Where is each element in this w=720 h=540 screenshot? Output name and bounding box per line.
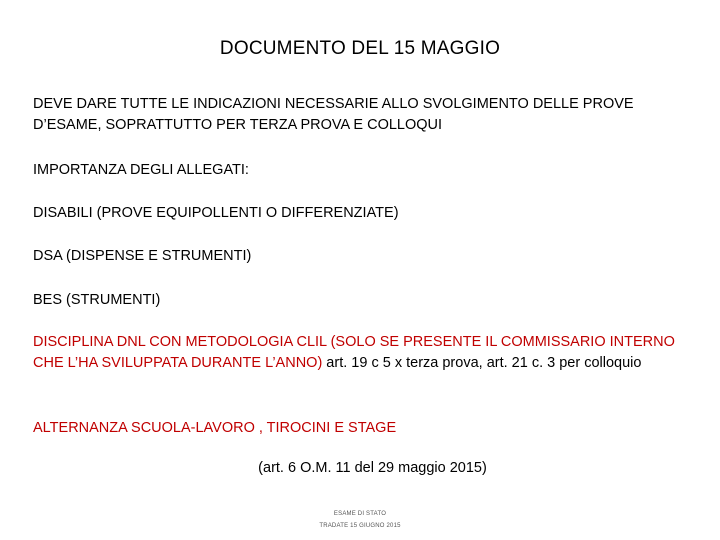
paragraph-attachments-importance: IMPORTANZA DEGLI ALLEGATI:: [33, 162, 249, 178]
paragraph-line: D’ESAME, SOPRATTUTTO PER TERZA PROVA E COLLOQUI: [33, 117, 443, 133]
clil-article-reference: art. 19 c 5 x terza prova, art. 21 c. 3 per colloquio: [322, 355, 642, 371]
clil-highlight-text: DISCIPLINA DNL CON METODOLOGIA CLIL (SOLO SE PRESENTE IL COMMISSARIO INTERNO CHE L’HA SVILUPPATA DURANTE L’ANNO): [33, 334, 675, 371]
footer-date-label: TRADATE 15 GIUGNO 2015: [319, 523, 401, 529]
paragraph-alternanza: ALTERNANZA SCUOLA-LAVORO , TIROCINI E STAGE: [33, 420, 397, 436]
paragraph-line: DEVE DARE TUTTE LE INDICAZIONI NECESSARIE ALLO SVOLGIMENTO DELLE PROVE: [33, 96, 634, 112]
slide-title: DOCUMENTO DEL 15 MAGGIO: [219, 38, 501, 59]
paragraph-disabili: DISABILI (PROVE EQUIPOLLENTI O DIFFERENZIATE): [33, 205, 399, 221]
footer-exam-label: ESAME DI STATO: [333, 511, 387, 517]
paragraph-bes: BES (STRUMENTI): [33, 292, 161, 308]
legal-reference-note: (art. 6 O.M. 11 del 29 maggio 2015): [258, 460, 487, 476]
paragraph-exam-instructions: [33, 94, 703, 136]
paragraph-dsa: DSA (DISPENSE E STRUMENTI): [33, 248, 252, 264]
paragraph-clil: [33, 332, 703, 374]
